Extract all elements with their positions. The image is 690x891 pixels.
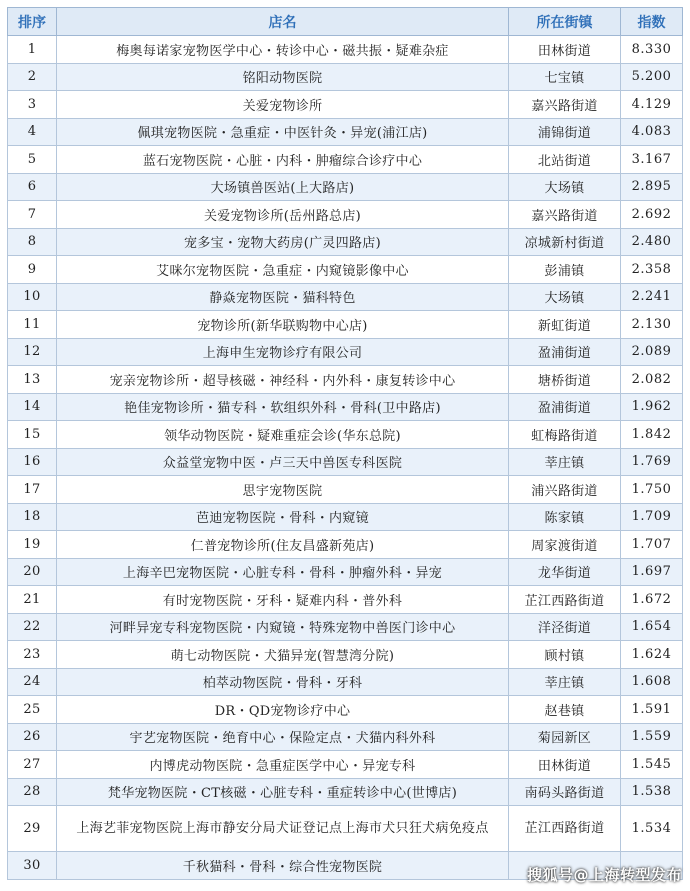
- cell-rank: 2: [8, 63, 57, 91]
- cell-street: 洋泾街道: [509, 613, 621, 641]
- cell-street: 嘉兴路街道: [509, 91, 621, 119]
- cell-name: 思宇宠物医院: [57, 476, 509, 504]
- cell-rank: 29: [8, 806, 57, 852]
- cell-name: 上海申生宠物诊疗有限公司: [57, 338, 509, 366]
- cell-name: 静焱宠物医院・猫科特色: [57, 283, 509, 311]
- cell-name: 关爱宠物诊所: [57, 91, 509, 119]
- cell-rank: 8: [8, 228, 57, 256]
- cell-street: 虹梅路街道: [509, 421, 621, 449]
- cell-score: 2.358: [621, 256, 683, 284]
- table-row: [8, 778, 683, 806]
- cell-street: 周家渡街道: [509, 531, 621, 559]
- cell-score: 2.692: [621, 201, 683, 229]
- cell-rank: 15: [8, 421, 57, 449]
- header-score: 指数: [621, 8, 683, 36]
- cell-score: 1.591: [621, 696, 683, 724]
- cell-street: 赵巷镇: [509, 696, 621, 724]
- cell-score: 1.608: [621, 668, 683, 696]
- table-row: [8, 751, 683, 779]
- table-body: [8, 36, 683, 880]
- cell-street: 田林街道: [509, 751, 621, 779]
- cell-name: 宠物诊所(新华联购物中心店): [57, 311, 509, 339]
- cell-score: 8.330: [621, 36, 683, 64]
- cell-street: 浦兴路街道: [509, 476, 621, 504]
- cell-name: 上海艺菲宠物医院上海市静安分局犬证登记点上海市犬只狂犬病免疫点: [57, 806, 509, 852]
- cell-rank: 7: [8, 201, 57, 229]
- table-row: [8, 558, 683, 586]
- cell-street: 莘庄镇: [509, 448, 621, 476]
- table-row: [8, 201, 683, 229]
- cell-score: 1.559: [621, 723, 683, 751]
- cell-name: 蓝石宠物医院・心脏・内科・肿瘤综合诊疗中心: [57, 146, 509, 174]
- cell-street: 彭浦镇: [509, 256, 621, 284]
- cell-street: 大场镇: [509, 283, 621, 311]
- cell-street: 芷江西路街道: [509, 586, 621, 614]
- cell-score: 4.129: [621, 91, 683, 119]
- table-row: [8, 723, 683, 751]
- cell-name: 宇艺宠物医院・绝育中心・保险定点・犬猫内科外科: [57, 723, 509, 751]
- cell-name: 芭迪宠物医院・骨科・内窥镜: [57, 503, 509, 531]
- cell-name: 艳佳宠物诊所・猫专科・软组织外科・骨科(卫中路店): [57, 393, 509, 421]
- cell-name: 大场镇兽医站(上大路店): [57, 173, 509, 201]
- table-row: [8, 531, 683, 559]
- cell-name: 萌七动物医院・犬猫异宠(智慧湾分院): [57, 641, 509, 669]
- cell-rank: 12: [8, 338, 57, 366]
- cell-street: 嘉兴路街道: [509, 201, 621, 229]
- cell-name: 梅奥每诺家宠物医学中心・转诊中心・磁共振・疑难杂症: [57, 36, 509, 64]
- cell-score: 1.707: [621, 531, 683, 559]
- cell-street: 莘庄镇: [509, 668, 621, 696]
- cell-rank: 11: [8, 311, 57, 339]
- table-row: [8, 586, 683, 614]
- cell-street: 菊园新区: [509, 723, 621, 751]
- watermark: 搜狐号@上海转型发布: [526, 866, 682, 884]
- cell-rank: 28: [8, 778, 57, 806]
- cell-street: 大场镇: [509, 173, 621, 201]
- table-header-row: [8, 8, 683, 36]
- table-row: [8, 63, 683, 91]
- cell-score: 1.534: [621, 806, 683, 852]
- table-row: [8, 476, 683, 504]
- table-row: [8, 118, 683, 146]
- table-row: [8, 393, 683, 421]
- cell-street: 新虹街道: [509, 311, 621, 339]
- table-row: [8, 668, 683, 696]
- cell-score: 4.083: [621, 118, 683, 146]
- cell-rank: 26: [8, 723, 57, 751]
- cell-rank: 10: [8, 283, 57, 311]
- cell-score: 1.697: [621, 558, 683, 586]
- cell-score: 1.538: [621, 778, 683, 806]
- cell-name: 领华动物医院・疑难重症会诊(华东总院): [57, 421, 509, 449]
- cell-street: 田林街道: [509, 36, 621, 64]
- cell-street: 七宝镇: [509, 63, 621, 91]
- table-row: [8, 146, 683, 174]
- table-row: [8, 311, 683, 339]
- cell-rank: 23: [8, 641, 57, 669]
- cell-score: 2.082: [621, 366, 683, 394]
- cell-street: 芷江西路街道: [509, 806, 621, 852]
- cell-score: 1.750: [621, 476, 683, 504]
- cell-rank: 20: [8, 558, 57, 586]
- cell-rank: 9: [8, 256, 57, 284]
- table-row: [8, 448, 683, 476]
- table-row: [8, 806, 683, 852]
- cell-street: 盈浦街道: [509, 393, 621, 421]
- table-row: [8, 283, 683, 311]
- cell-name: 河畔异宠专科宠物医院・内窥镜・特殊宠物中兽医门诊中心: [57, 613, 509, 641]
- cell-name: 宠亲宠物诊所・超导核磁・神经科・内外科・康复转诊中心: [57, 366, 509, 394]
- cell-rank: 19: [8, 531, 57, 559]
- cell-name: 有时宠物医院・牙科・疑难内科・普外科: [57, 586, 509, 614]
- cell-rank: 6: [8, 173, 57, 201]
- cell-score: 1.672: [621, 586, 683, 614]
- cell-score: 1.654: [621, 613, 683, 641]
- cell-name: 宠多宝・宠物大药房(广灵四路店): [57, 228, 509, 256]
- cell-score: 2.130: [621, 311, 683, 339]
- table-row: [8, 613, 683, 641]
- table-row: [8, 641, 683, 669]
- table-row: [8, 421, 683, 449]
- cell-score: 2.895: [621, 173, 683, 201]
- cell-name: 柏萃动物医院・骨科・牙科: [57, 668, 509, 696]
- cell-street: 陈家镇: [509, 503, 621, 531]
- cell-score: 3.167: [621, 146, 683, 174]
- cell-score: 1.962: [621, 393, 683, 421]
- ranking-table: [7, 7, 683, 880]
- cell-name: 梵华宠物医院・CT核磁・心脏专科・重症转诊中心(世博店): [57, 778, 509, 806]
- cell-rank: 25: [8, 696, 57, 724]
- cell-rank: 5: [8, 146, 57, 174]
- cell-name: 千秋猫科・骨科・综合性宠物医院: [57, 852, 509, 880]
- table-row: [8, 338, 683, 366]
- cell-name: DR・QD宠物诊疗中心: [57, 696, 509, 724]
- cell-rank: 18: [8, 503, 57, 531]
- cell-rank: 4: [8, 118, 57, 146]
- table-row: [8, 696, 683, 724]
- cell-street: 顾村镇: [509, 641, 621, 669]
- cell-street: 北站街道: [509, 146, 621, 174]
- cell-rank: 21: [8, 586, 57, 614]
- table-row: [8, 503, 683, 531]
- cell-street: 浦锦街道: [509, 118, 621, 146]
- cell-score: 2.089: [621, 338, 683, 366]
- cell-street: 龙华街道: [509, 558, 621, 586]
- table-row: [8, 36, 683, 64]
- cell-rank: 3: [8, 91, 57, 119]
- cell-rank: 16: [8, 448, 57, 476]
- cell-score: 1.769: [621, 448, 683, 476]
- ranking-table-container: [7, 7, 682, 880]
- cell-name: 关爱宠物诊所(岳州路总店): [57, 201, 509, 229]
- cell-street: 南码头路街道: [509, 778, 621, 806]
- table-row: [8, 91, 683, 119]
- cell-rank: 14: [8, 393, 57, 421]
- cell-name: 上海辛巴宠物医院・心脏专科・骨科・肿瘤外科・异宠: [57, 558, 509, 586]
- cell-rank: 30: [8, 852, 57, 880]
- cell-score: 2.241: [621, 283, 683, 311]
- table-row: [8, 256, 683, 284]
- table-row: [8, 366, 683, 394]
- cell-score: 1.709: [621, 503, 683, 531]
- cell-rank: 17: [8, 476, 57, 504]
- cell-score: 2.480: [621, 228, 683, 256]
- cell-name: 铭阳动物医院: [57, 63, 509, 91]
- cell-rank: 1: [8, 36, 57, 64]
- cell-score: 1.545: [621, 751, 683, 779]
- cell-street: 盈浦街道: [509, 338, 621, 366]
- cell-rank: 27: [8, 751, 57, 779]
- table-row: [8, 228, 683, 256]
- cell-score: 1.624: [621, 641, 683, 669]
- cell-score: 1.842: [621, 421, 683, 449]
- cell-street: 塘桥街道: [509, 366, 621, 394]
- cell-name: 艾咪尔宠物医院・急重症・内窥镜影像中心: [57, 256, 509, 284]
- table-row: [8, 173, 683, 201]
- header-rank: 排序: [8, 8, 57, 36]
- header-name: 店名: [57, 8, 509, 36]
- cell-rank: 24: [8, 668, 57, 696]
- cell-street: 凉城新村街道: [509, 228, 621, 256]
- cell-name: 众益堂宠物中医・卢三天中兽医专科医院: [57, 448, 509, 476]
- cell-rank: 13: [8, 366, 57, 394]
- cell-name: 仁普宠物诊所(住友昌盛新苑店): [57, 531, 509, 559]
- cell-rank: 22: [8, 613, 57, 641]
- header-street: 所在街镇: [509, 8, 621, 36]
- cell-name: 佩琪宠物医院・急重症・中医针灸・异宠(浦江店): [57, 118, 509, 146]
- cell-name: 内博虎动物医院・急重症医学中心・异宠专科: [57, 751, 509, 779]
- cell-score: 5.200: [621, 63, 683, 91]
